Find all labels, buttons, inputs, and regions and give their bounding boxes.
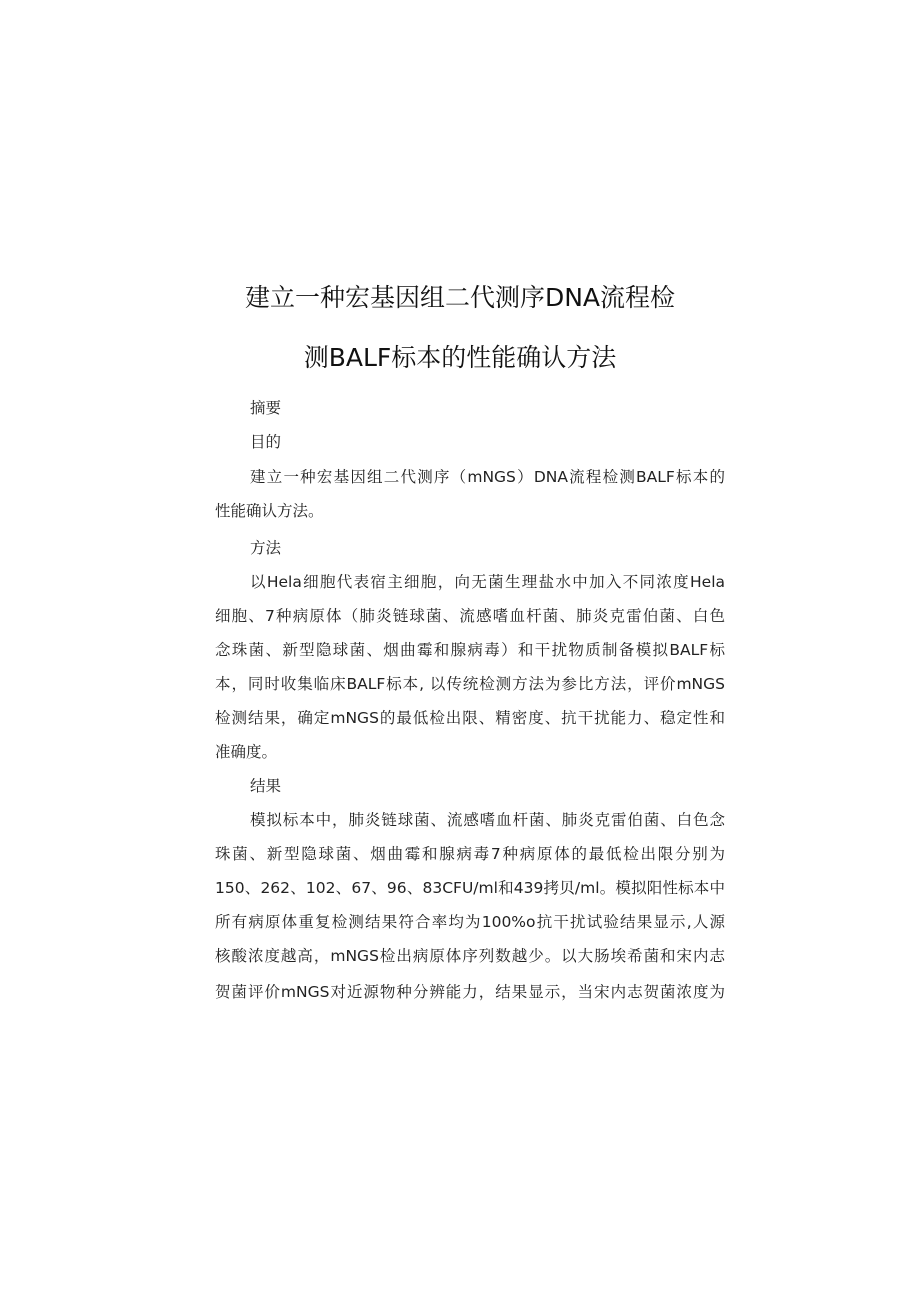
text-line: 性能确认方法。 bbox=[215, 502, 324, 520]
text-line: 贺菌评价mNGS对近源物种分辨能力，结果显示，当宋内志贺菌浓度为 bbox=[215, 983, 725, 1001]
text-line: 准确度。 bbox=[215, 743, 278, 761]
text-line: 以Hela细胞代表宿主细胞，向无菌生理盐水中加入不同浓度Hela bbox=[250, 573, 725, 591]
text-line: 本，同时收集临床BALF标本, 以传统检测方法为参比方法，评价mNGS bbox=[215, 675, 725, 693]
text-line: 珠菌、新型隐球菌、烟曲霉和腺病毒7种病原体的最低检出限分别为 bbox=[215, 845, 725, 863]
text-line: 核酸浓度越高，mNGS检出病原体序列数越少。以大肠埃希菌和宋内志 bbox=[215, 947, 725, 965]
text-line: 细胞、7种病原体（肺炎链球菌、流感嗜血杆菌、肺炎克雷伯菌、白色 bbox=[215, 607, 725, 625]
text-line: 模拟标本中，肺炎链球菌、流感嗜血杆菌、肺炎克雷伯菌、白色念 bbox=[250, 811, 725, 829]
text-line: 150、262、102、67、96、83CFU/ml和439拷贝/ml。模拟阳性标本中 bbox=[215, 879, 725, 897]
title-line-2: 测BALF标本的性能确认方法 bbox=[303, 343, 617, 372]
heading-method: 方法 bbox=[250, 539, 282, 557]
heading-result: 结果 bbox=[250, 777, 282, 795]
heading-abstract: 摘要 bbox=[250, 399, 282, 417]
title-line-1: 建立一种宏基因组二代测序DNA流程检 bbox=[244, 283, 676, 312]
text-line: 所有病原体重复检测结果符合率均为100%o抗干扰试验结果显示,人源 bbox=[215, 913, 725, 931]
text-line: 检测结果，确定mNGS的最低检出限、精密度、抗干扰能力、稳定性和 bbox=[215, 709, 725, 727]
text-line: 建立一种宏基因组二代测序（mNGS）DNA流程检测BALF标本的 bbox=[250, 468, 725, 486]
heading-purpose: 目的 bbox=[250, 433, 282, 451]
text-line: 念珠菌、新型隐球菌、烟曲霉和腺病毒）和干扰物质制备模拟BALF标 bbox=[215, 641, 725, 659]
